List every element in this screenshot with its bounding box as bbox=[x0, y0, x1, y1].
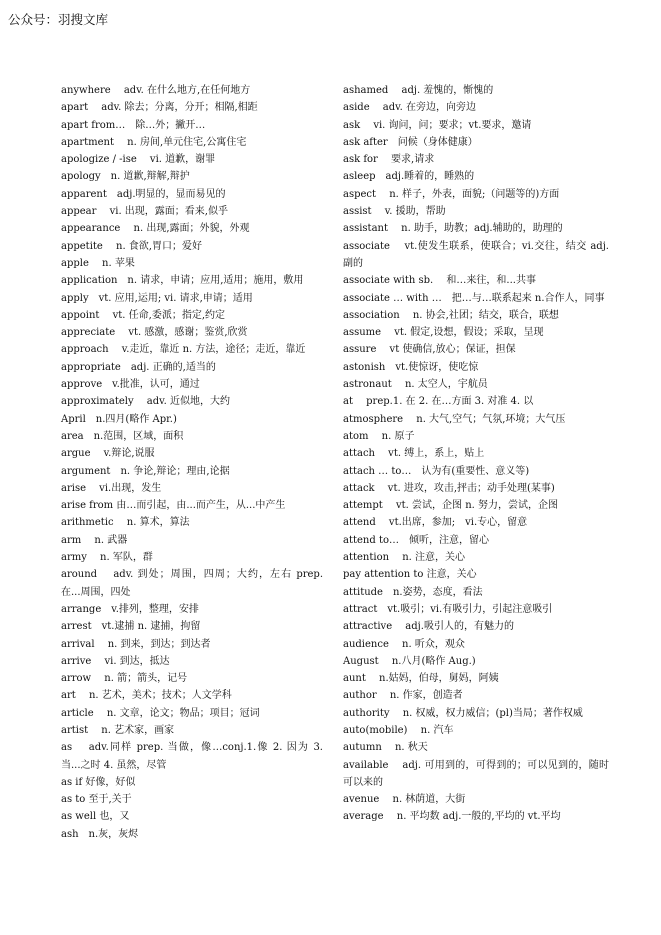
vocab-entry: assist v. 援助，帮助 bbox=[343, 206, 446, 218]
vocab-entry: argue v.辩论,说服 bbox=[61, 448, 155, 460]
vocab-entry: anywhere adv. 在什么地方,在任何地方 bbox=[61, 85, 251, 96]
vocab-entry: arise vi.出现，发生 bbox=[61, 482, 162, 494]
vocab-entry: arrow n. 箭；箭头，记号 bbox=[61, 673, 188, 685]
vocab-entry: authority n. 权威，权力威信；(pl)当局；著作权威 bbox=[343, 707, 583, 719]
vocab-entry: available adj. 可用到的，可得到的；可以见到的，随时可以来的 bbox=[343, 759, 609, 788]
vocab-entry: aside adv. 在旁边，向旁边 bbox=[343, 102, 476, 114]
vocab-entry: apologize / -ise vi. 道歉，谢罪 bbox=[61, 154, 216, 166]
vocab-entry: ashamed adj. 羞愧的，惭愧的 bbox=[343, 85, 494, 96]
vocab-entry: ash n.灰，灰烬 bbox=[61, 828, 139, 840]
vocab-entry: attract vt.吸引；vi.有吸引力，引起注意吸引 bbox=[343, 603, 553, 615]
vocab-entry: pay attention to 注意，关心 bbox=[343, 569, 477, 581]
vocab-entry: appetite n. 食欲,胃口；爱好 bbox=[61, 240, 202, 252]
vocab-entry: assure vt 使确信,放心；保证，担保 bbox=[343, 344, 516, 356]
vocab-entry: aunt n.姑妈，伯母，舅妈，阿姨 bbox=[343, 673, 499, 685]
vocab-entry: attach vt. 缚上，系上，贴上 bbox=[343, 448, 485, 460]
vocab-entry: apply vt. 应用,运用; vi. 请求,申请；适用 bbox=[61, 292, 253, 304]
vocab-entry: at prep.1. 在 2. 在…方面 3. 对准 4. 以 bbox=[343, 396, 534, 408]
vocab-entry: artist n. 艺术家，画家 bbox=[61, 724, 175, 736]
vocab-entry: association n. 协会,社团；结交，联合，联想 bbox=[343, 309, 559, 321]
vocab-entry: around adv. 到处；周围，四周；大约，左右 prep. 在...周围，四处 bbox=[61, 569, 323, 598]
vocab-entry: aspect n. 样子，外表，面貌;（问题等的)方面 bbox=[343, 188, 560, 200]
vocab-entry: April n.四月(略作 Apr.) bbox=[61, 413, 177, 425]
vocab-entry: associate … with … 把…与…联系起来 n.合作人，同事 bbox=[343, 292, 605, 304]
vocab-entry: associate with sb. 和…来往，和...共事 bbox=[343, 275, 536, 287]
vocab-entry: attend vt.出席，参加; vi.专心，留意 bbox=[343, 517, 528, 529]
vocab-entry: arrest vt.逮捕 n. 逮捕，拘留 bbox=[61, 621, 201, 633]
vocab-entry: attack vt. 进攻，攻击,抨击；动手处理(某事) bbox=[343, 482, 555, 494]
vocab-entry: arrive vi. 到达，抵达 bbox=[61, 655, 170, 667]
vocab-entry: approve v.批准，认可，通过 bbox=[61, 379, 200, 391]
vocab-entry: apartment n. 房间,单元住宅,公寓住宅 bbox=[61, 136, 247, 148]
vocab-entry: apology n. 道歉,辩解,辩护 bbox=[61, 171, 190, 183]
vocab-entry: ask vi. 询问，问；要求；vt.要求，邀请 bbox=[343, 119, 532, 131]
right-column bbox=[343, 82, 609, 826]
vocab-entry: assume vt. 假定,设想，假设；采取，呈现 bbox=[343, 327, 544, 339]
vocab-entry: as if 好像，好似 bbox=[61, 776, 136, 788]
vocab-entry: as to 至于,关于 bbox=[61, 794, 132, 806]
vocab-entry: attention n. 注意，关心 bbox=[343, 552, 466, 564]
vocab-entry: approximately adv. 近似地，大约 bbox=[61, 396, 230, 408]
vocab-entry: arrival n. 到来，到达；到达者 bbox=[61, 638, 211, 650]
vocab-entry: appropriate adj. 正确的,适当的 bbox=[61, 361, 216, 373]
vocab-entry: attractive adj.吸引人的，有魅力的 bbox=[343, 621, 514, 633]
vocab-entry: atmosphere n. 大气,空气；气氛,环境；大气压 bbox=[343, 413, 566, 425]
vocab-entry: arrange v.排列，整理，安排 bbox=[61, 603, 199, 615]
vocab-entry: autumn n. 秋天 bbox=[343, 742, 428, 754]
vocab-entry: apart adv. 除去；分离，分开；相隔,相距 bbox=[61, 102, 258, 114]
vocab-entry: army n. 军队，群 bbox=[61, 552, 153, 564]
vocab-entry: attitude n.姿势，态度，看法 bbox=[343, 586, 483, 598]
vocab-entry: argument n. 争论,辩论；理由,论据 bbox=[61, 465, 230, 477]
vocab-entry: ask after 问候（身体健康） bbox=[343, 136, 478, 148]
vocab-entry: attempt vt. 尝试，企图 n. 努力，尝试，企图 bbox=[343, 500, 558, 512]
vocab-entry: audience n. 听众，观众 bbox=[343, 638, 465, 650]
vocab-entry: apple n. 苹果 bbox=[61, 257, 135, 269]
vocab-entry: attach … to… 认为有(重要性、意义等) bbox=[343, 465, 530, 477]
vocab-entry: as adv.同样 prep. 当做，像…conj.1.像 2. 因为 3. 当...之时 4. 虽然，尽管 bbox=[61, 742, 323, 771]
vocab-entry: arise from 由…而引起，由...而产生，从...中产生 bbox=[61, 500, 286, 512]
vocab-entry: area n.范围，区域，面积 bbox=[61, 430, 184, 442]
vocab-entry: August n.八月(略作 Aug.) bbox=[343, 655, 476, 667]
vocab-entry: astronaut n. 太空人，宇航员 bbox=[343, 379, 488, 391]
vocab-entry: author n. 作家，创造者 bbox=[343, 690, 463, 702]
vocab-entry: as well 也，又 bbox=[61, 811, 130, 823]
vocab-entry: associate vt.使发生联系，使联合；vi.交往，结交 adj.副的 bbox=[343, 240, 609, 269]
vocab-entry: auto(mobile) n. 汽车 bbox=[343, 724, 454, 736]
vocab-entry: arithmetic n. 算术，算法 bbox=[61, 517, 190, 529]
vocab-entry: assistant n. 助手，助教；adj.辅助的，助理的 bbox=[343, 223, 563, 235]
vocab-entry: appoint vt. 任命,委派；指定,约定 bbox=[61, 309, 226, 321]
left-column bbox=[61, 82, 323, 843]
vocab-entry: attend to… 倾听，注意，留心 bbox=[343, 534, 489, 546]
vocab-entry: appear vi. 出现，露面；看来,似乎 bbox=[61, 206, 228, 218]
vocab-entry: avenue n. 林荫道，大街 bbox=[343, 794, 466, 806]
page-header: 公众号：羽搜文库 bbox=[8, 12, 109, 27]
vocab-entry: apart from… 除…外；撇开… bbox=[61, 119, 206, 131]
vocab-entry: application n. 请求，申请；应用,适用；施用，敷用 bbox=[61, 275, 304, 287]
vocab-entry: appreciate vt. 感激，感谢；鉴赏,欣赏 bbox=[61, 327, 248, 339]
vocab-entry: article n. 文章，论文；物品；项目；冠词 bbox=[61, 707, 260, 719]
vocab-entry: approach v.走近，靠近 n. 方法，途径；走近，靠近 bbox=[61, 344, 306, 356]
vocab-entry: appearance n. 出现,露面；外貌，外观 bbox=[61, 223, 250, 235]
vocab-entry: asleep adj.睡着的，睡熟的 bbox=[343, 171, 475, 183]
vocab-entry: art n. 艺术，美术；技术；人文学科 bbox=[61, 690, 232, 702]
vocab-entry: astonish vt.使惊讶，使吃惊 bbox=[343, 361, 479, 373]
vocab-entry: atom n. 原子 bbox=[343, 430, 415, 442]
vocab-entry: average n. 平均数 adj.一般的,平均的 vt.平均 bbox=[343, 811, 561, 823]
vocab-entry: arm n. 武器 bbox=[61, 534, 128, 546]
vocab-entry: apparent adj.明显的，显而易见的 bbox=[61, 188, 226, 200]
vocab-entry: ask for 要求,请求 bbox=[343, 154, 435, 166]
